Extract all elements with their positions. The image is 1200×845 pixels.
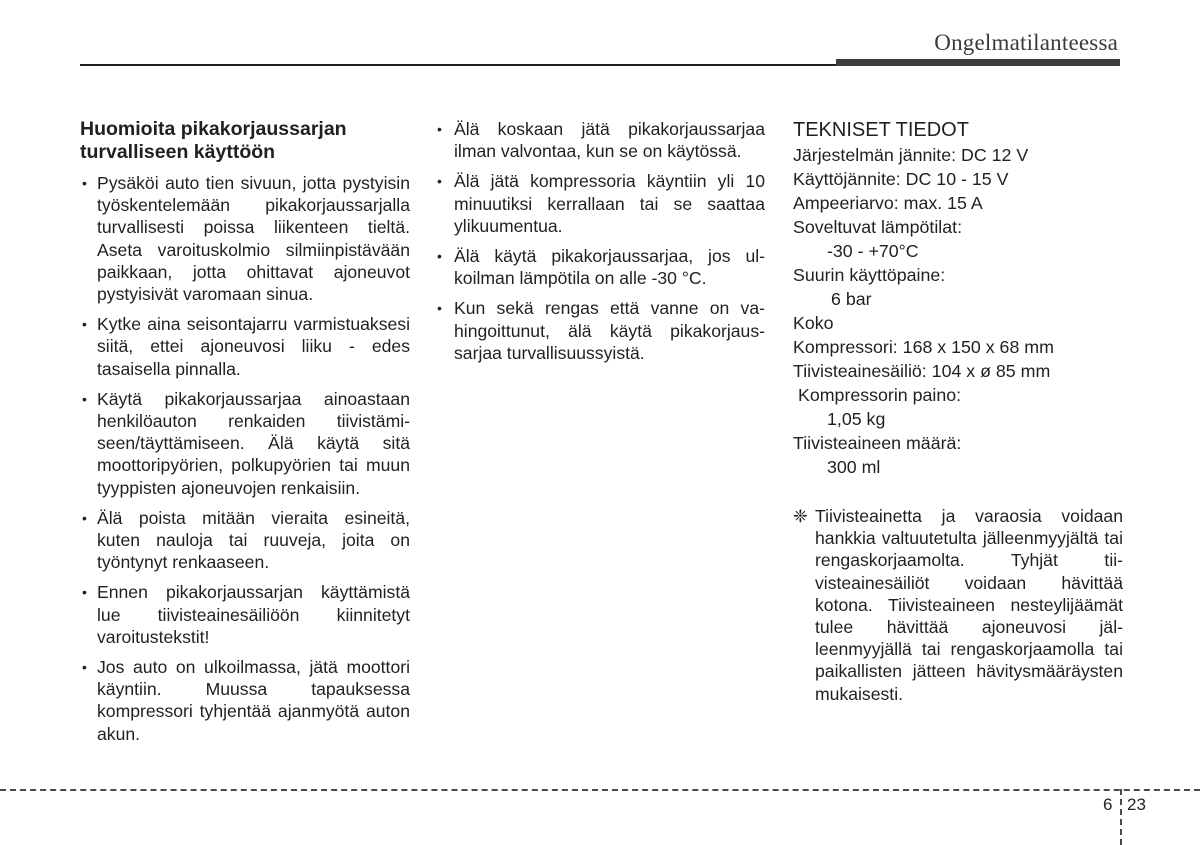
safety-list (80, 172, 410, 745)
list-item: • Pysäköi auto tien sivuun, jotta pystyisin työskentelemään pikakorjaussarjalla turvallisesti poissa liikenteen tieltä. Aseta varoituskolmio silmiinpistävään paikkaan, jotta ohittavat ajoneuvot pystyisivät varomaan sinua. (80, 172, 410, 305)
spec-compressor-weight-label: Kompressorin paino: (798, 385, 962, 405)
list-item: • Jos auto on ulkoilmassa, jätä moottori käyntiin. Muussa tapauksessa kompressori tyhjentää ajanmyötä auton akun. (80, 656, 410, 745)
warning-list (435, 118, 765, 364)
note-text: Tiivisteainetta ja varaosia voidaan hankkia valtuutetulta jälleenmyyjältä tai rengaskorjaamolta. Tyhjät tiivisteainesäiliöt voidaan hävittää kotona. Tiivisteaineen nesteylijäämät tulee hävittää ajoneuvosi jälleenmyyjällä tai rengaskorjaamolla tai paikallisten jätteen hävitysmääräysten mukaisesti. (815, 506, 1123, 704)
list-item: • Älä käytä pikakorjaussarjaa, jos ulkoilman lämpötila on alle -30 °C. (435, 245, 765, 289)
list-item: • Älä koskaan jätä pikakorjaussarjaa ilman valvontaa, kun se on käytössä. (435, 118, 765, 162)
list-item: • Käytä pikakorjaussarjaa ainoastaan henkilöauton renkaiden tiivistämiseen/täyttämiseen. Älä käytä sitä moottoripyörien, polkupyörien tai muun tyyppisten ajoneuvojen renkaisiin. (80, 388, 410, 499)
spec-temperature-label: Soveltuvat lämpötilat: (793, 217, 963, 237)
spec-container-size: Tiivisteainesäiliö: 104 x ø 85 mm (793, 361, 1051, 381)
spec-size-label: Koko (793, 313, 834, 333)
page-number: 23 (1127, 795, 1146, 814)
header-rule-accent (836, 59, 1120, 66)
list-item: • Älä poista mitään vieraita esineitä, kuten nauloja tai ruuveja, joita on työntynyt renkaaseen. (80, 507, 410, 574)
spec-temperature-value: -30 - +70°C (827, 241, 919, 261)
specs-heading: TEKNISET TIEDOT (793, 119, 969, 141)
list-item: • Kun sekä rengas että vanne on vahingoittunut, älä käytä pikakorjaussarjaa turvallisuussyistä. (435, 297, 765, 364)
header-title: Ongelmatilanteessa (934, 30, 1118, 55)
section-heading: Huomioita pikakorjaussarjan turvalliseen käyttöön (80, 118, 347, 163)
spec-pressure-label: Suurin käyttöpaine: (793, 265, 946, 285)
chapter-number: 6 (1103, 795, 1113, 814)
middle-column (435, 118, 765, 372)
list-item: • Kytke aina seisontajarru varmistuaksesi siitä, ettei ajoneuvosi liiku - edes tasaisella pinnalla. (80, 313, 410, 380)
spec-system-voltage: Järjestelmän jännite: DC 12 V (793, 145, 1029, 165)
spec-compressor-size: Kompressori: 168 x 150 x 68 mm (793, 337, 1054, 357)
note-paragraph (793, 505, 1123, 705)
footer-divider (0, 789, 1200, 791)
header-rule (80, 64, 840, 66)
spec-sealant-amount-value: 300 ml (827, 457, 881, 477)
spec-operating-voltage: Käyttöjännite: DC 10 - 15 V (793, 169, 1009, 189)
spec-pressure-value: 6 bar (831, 289, 872, 309)
list-item: • Ennen pikakorjaussarjan käyttämistä lue tiivisteainesäiliöön kiinnitetyt varoitustekstit! (80, 581, 410, 648)
list-item: • Älä jätä kompressoria käyntiin yli 10 minuutiksi kerrallaan tai se saattaa ylikuumentua. (435, 170, 765, 237)
left-column (80, 118, 410, 753)
spec-sealant-amount-label: Tiivisteaineen määrä: (793, 433, 962, 453)
footer-page-divider (1120, 789, 1122, 845)
note-symbol-icon: ❈ (793, 506, 808, 526)
spec-amperage: Ampeeriarvo: max. 15 A (793, 193, 983, 213)
right-column (793, 118, 1123, 705)
spec-compressor-weight-value: 1,05 kg (827, 409, 886, 429)
